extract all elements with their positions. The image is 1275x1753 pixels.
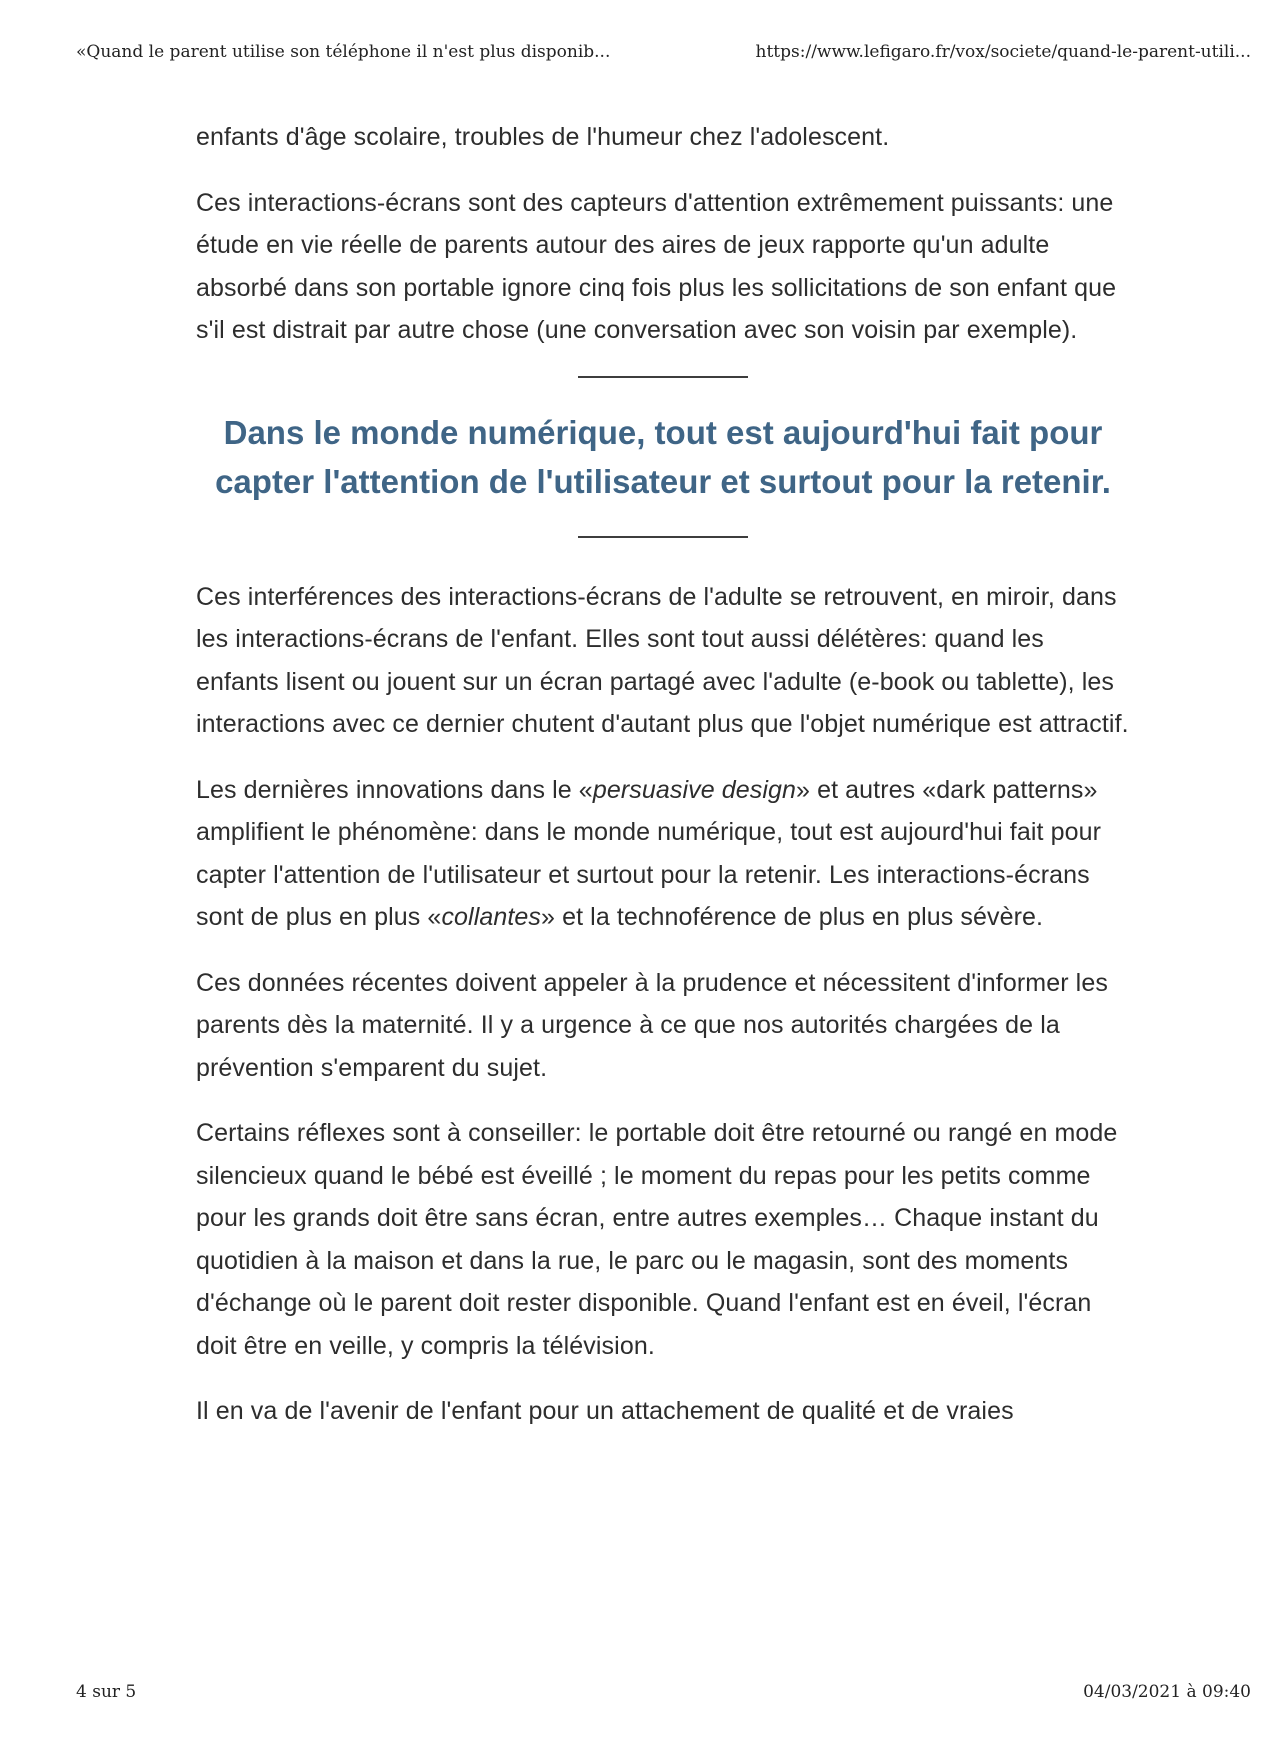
- article-body: [196, 116, 1130, 1456]
- print-datetime: 04/03/2021 à 09:40: [1083, 1682, 1251, 1702]
- pull-quote-rule-bottom: [578, 536, 748, 538]
- paragraph-4-emphasis-b: collantes: [441, 903, 542, 931]
- paragraph-3: Ces interférences des interactions-écrans de l'adulte se retrouvent, en miroir, dans les interactions-écrans de l'enfant. Elles sont tout aussi délétères: quand les enfants lisent ou jouent sur un écran partagé avec l'adulte (e-book ou tablette), les interactions avec ce dernier chutent d'autant plus que l'objet numérique est attractif.: [196, 582, 1129, 738]
- print-header-url: https://www.lefigaro.fr/vox/societe/quand-le-parent-utili...: [755, 42, 1251, 62]
- paragraph-4-text-c: » et la technoférence de plus en plus sévère.: [541, 903, 1044, 931]
- paragraph-4-emphasis-a: persuasive design: [592, 775, 797, 804]
- paragraph-7: Il en va de l'avenir de l'enfant pour un attachement de qualité et de vraies: [196, 1397, 1014, 1425]
- paragraph-1: enfants d'âge scolaire, troubles de l'humeur chez l'adolescent.: [196, 123, 890, 151]
- paragraph-4-text-b: » et autres «dark patterns» amplifient le phénomène: dans le monde numérique, tout est aujourd'hui fait pour capter l'attention de l'utilisateur et surtout pour la retenir. Les interactions-écrans sont de plus en plus «: [196, 775, 1102, 931]
- paragraph-2: Ces interactions-écrans sont des capteurs d'attention extrêmement puissants: une étude en vie réelle de parents autour des aires de jeux rapporte qu'un adulte absorbé dans son portable ignore cinq fois plus les sollicitations de son enfant que s'il est distrait par autre chose (une conversation avec son voisin par exemple).: [196, 188, 1117, 344]
- paragraph-4: [196, 769, 1130, 939]
- pull-quote: Dans le monde numérique, tout est aujourd'hui fait pour capter l'attention de l'utilisateur et surtout pour la retenir.: [215, 413, 1111, 500]
- print-header-title: «Quand le parent utilise son téléphone il n'est plus disponib...: [76, 42, 611, 62]
- paragraph-4-text-a: Les dernières innovations dans le «: [196, 775, 593, 804]
- page-number: 4 sur 5: [76, 1682, 137, 1702]
- pull-quote-rule-top: [578, 376, 748, 378]
- print-header: [76, 42, 1251, 72]
- print-footer: [76, 1682, 1251, 1712]
- paragraph-6: Certains réflexes sont à conseiller: le portable doit être retourné ou rangé en mode silencieux quand le bébé est éveillé ; le moment du repas pour les petits comme pour les grands doit être sans écran, entre autres exemples… Chaque instant du quotidien à la maison et dans la rue, le parc ou le magasin, sont des moments d'échange où le parent doit rester disponible. Quand l'enfant est en éveil, l'écran doit être en veille, y compris la télévision.: [196, 1119, 1118, 1360]
- paragraph-5: Ces données récentes doivent appeler à la prudence et nécessitent d'informer les parents dès la maternité. Il y a urgence à ce que nos autorités chargées de la prévention s'emparent du sujet.: [196, 968, 1108, 1082]
